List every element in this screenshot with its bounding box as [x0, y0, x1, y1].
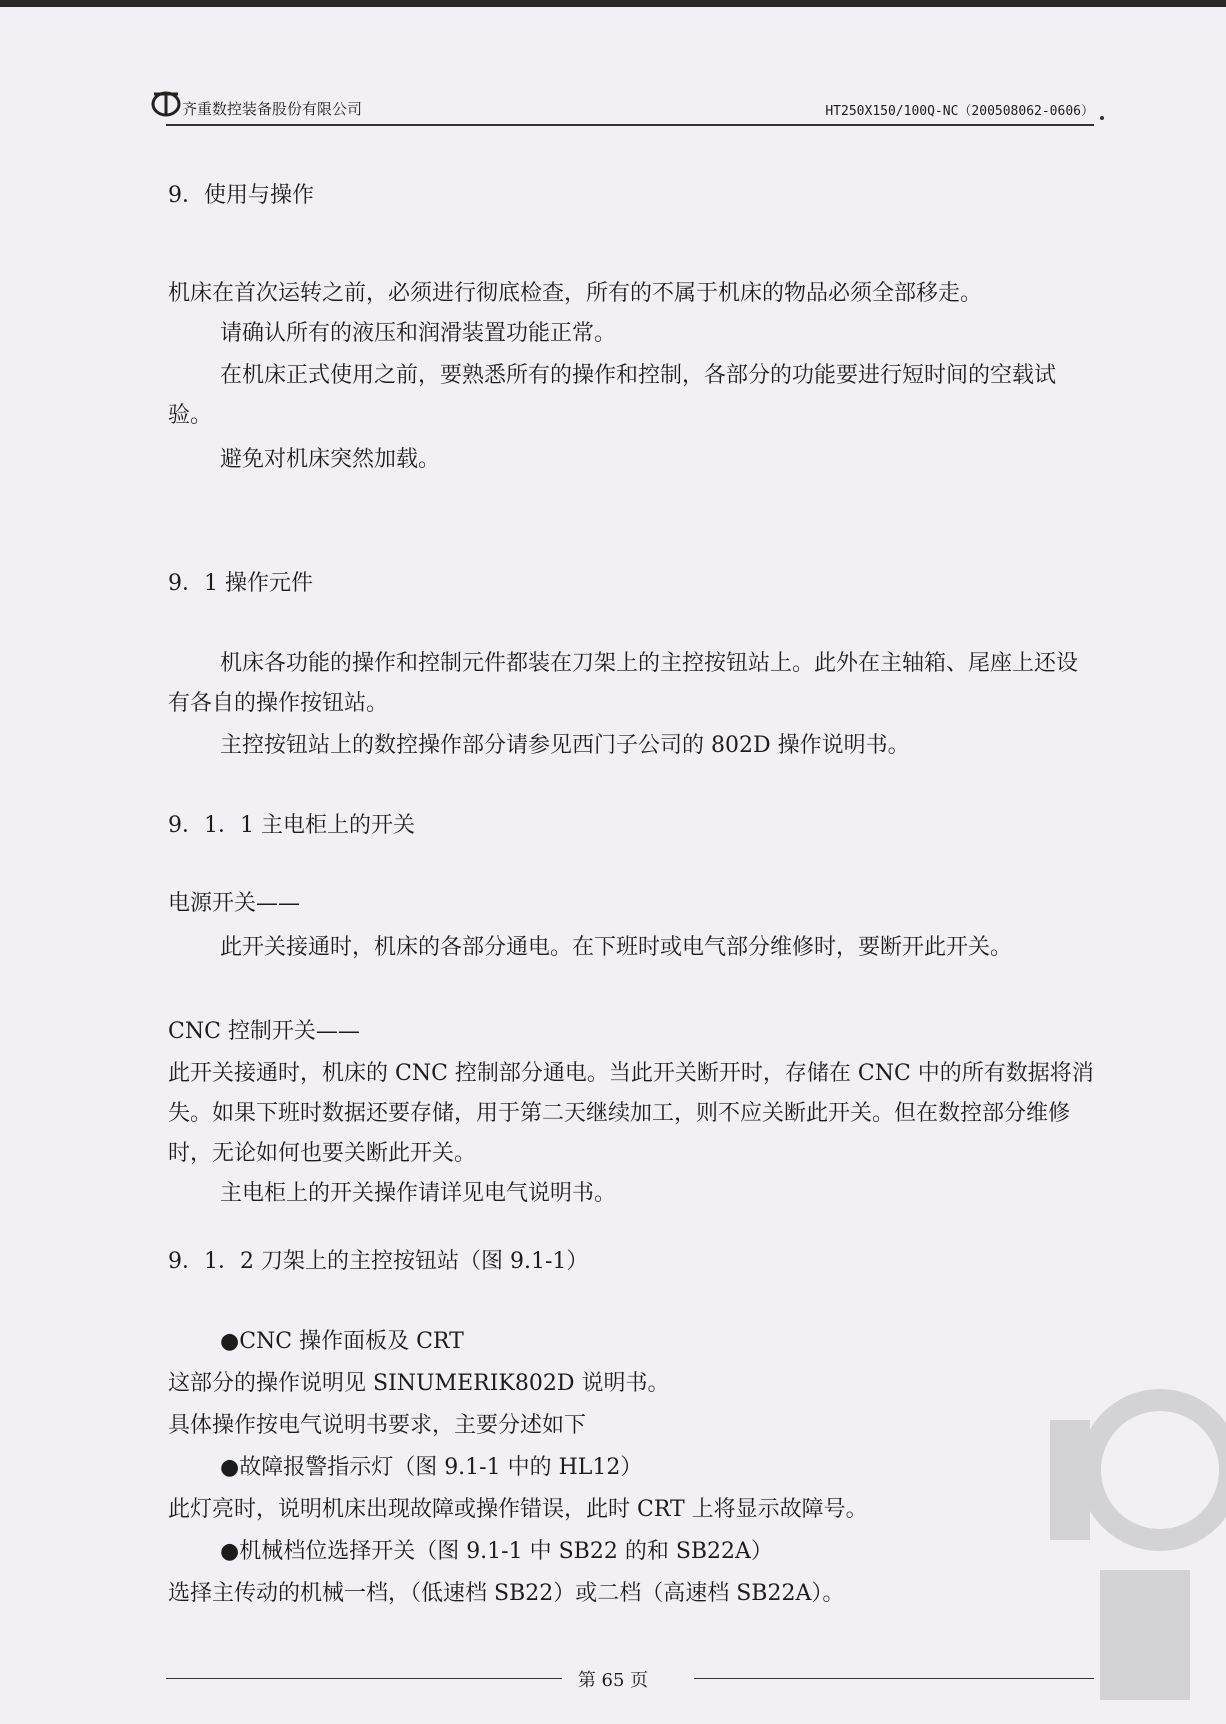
paragraph: 请确认所有的液压和润滑装置功能正常。 — [220, 321, 617, 346]
scan-speck — [1100, 116, 1104, 120]
paragraph: 此开关接通时，机床的 CNC 控制部分通电。当此开关断开时，存储在 CNC 中的所有数据将消失。如果下班时数据还要存储，用于第二天继续加工，则不应关断此开关。但在数控部分维修时，无论如何也要关断此开关。 — [168, 1061, 1094, 1166]
paragraph: 机床在首次运转之前，必须进行彻底检查，所有的不属于机床的物品必须全部移走。 — [168, 281, 983, 306]
paragraph: 避免对机床突然加载。 — [220, 447, 441, 472]
section-9-1-1-title: 9．1．1 主电柜上的开关 — [168, 813, 415, 838]
paragraph: 选择主传动的机械一档，（低速档 SB22）或二档（高速档 SB22A）。 — [168, 1581, 845, 1606]
bullet-item: ●机械档位选择开关（图 9.1-1 中 SB22 的和 SB22A） — [220, 1539, 773, 1564]
paragraph: 此灯亮时，说明机床出现故障或操作错误，此时 CRT 上将显示故障号。 — [168, 1497, 868, 1522]
paragraph: 此开关接通时，机床的各部分通电。在下班时或电气部分维修时，要断开此开关。 — [220, 935, 1013, 960]
section-9-title: 9．使用与操作 — [168, 183, 314, 208]
document-number: HT250X150/100Q-NC（200508062-0606） — [825, 104, 1094, 119]
footer-rule-right — [694, 1678, 1094, 1679]
paragraph: 在机床正式使用之前，要熟悉所有的操作和控制，各部分的功能要进行短时间的空载试验。 — [168, 363, 1057, 428]
page-header — [166, 80, 1094, 126]
paragraph: 主电柜上的开关操作请详见电气说明书。 — [220, 1181, 617, 1206]
page-number: 第 65 页 — [577, 1670, 649, 1691]
power-switch-label: 电源开关—— — [168, 891, 301, 916]
paragraph: 具体操作按电气说明书要求，主要分述如下 — [168, 1413, 587, 1438]
footer-rule-left — [166, 1678, 562, 1679]
cnc-switch-label: CNC 控制开关—— — [168, 1019, 360, 1044]
bleed-through-stamp-icon — [1040, 1380, 1226, 1724]
section-9-1-2-title: 9．1．2 刀架上的主控按钮站（图 9.1-1） — [168, 1249, 589, 1274]
section-9-1-title: 9．1 操作元件 — [168, 571, 313, 596]
bullet-item: ●故障报警指示灯（图 9.1-1 中的 HL12） — [220, 1455, 643, 1480]
bullet-item: ●CNC 操作面板及 CRT — [220, 1329, 464, 1354]
paragraph: 机床各功能的操作和控制元件都装在刀架上的主控按钮站上。此外在主轴箱、尾座上还设有各自的操作按钮站。 — [168, 651, 1079, 716]
paragraph: 主控按钮站上的数控操作部分请参见西门子公司的 802D 操作说明书。 — [220, 733, 910, 758]
company-name: 齐重数控装备股份有限公司 — [182, 100, 363, 118]
scan-top-edge — [0, 0, 1226, 7]
paragraph: 这部分的操作说明见 SINUMERIK802D 说明书。 — [168, 1371, 670, 1396]
